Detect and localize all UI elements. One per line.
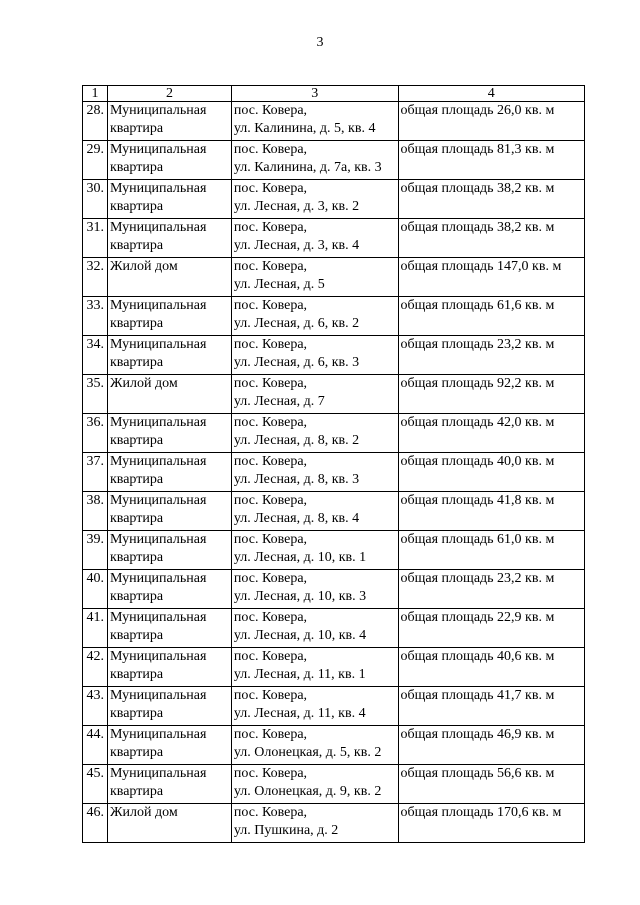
row-number: 46. [83,804,108,843]
row-number: 43. [83,687,108,726]
header-row [83,86,585,102]
object-type: Муниципальная квартира [107,687,231,726]
object-address: пос. Ковера, ул. Пушкина, д. 2 [231,804,398,843]
object-area: общая площадь 61,0 кв. м [398,531,585,570]
row-number: 28. [83,102,108,141]
object-address: пос. Ковера, ул. Лесная, д. 11, кв. 4 [231,687,398,726]
object-address: пос. Ковера, ул. Лесная, д. 5 [231,258,398,297]
row-number: 42. [83,648,108,687]
object-area: общая площадь 41,8 кв. м [398,492,585,531]
row-number: 33. [83,297,108,336]
row-number: 31. [83,219,108,258]
object-type: Муниципальная квартира [107,609,231,648]
header-col-2: 2 [107,86,231,102]
object-address: пос. Ковера, ул. Лесная, д. 11, кв. 1 [231,648,398,687]
object-address: пос. Ковера, ул. Лесная, д. 3, кв. 4 [231,219,398,258]
table-row [83,648,585,687]
table-row [83,180,585,219]
object-type: Муниципальная квартира [107,219,231,258]
table-row [83,375,585,414]
table-row [83,492,585,531]
row-number: 36. [83,414,108,453]
object-type: Муниципальная квартира [107,531,231,570]
table-row [83,297,585,336]
table-body [83,102,585,843]
row-number: 34. [83,336,108,375]
row-number: 41. [83,609,108,648]
table-header [83,86,585,102]
object-type: Муниципальная квартира [107,570,231,609]
object-area: общая площадь 61,6 кв. м [398,297,585,336]
object-address: пос. Ковера, ул. Лесная, д. 7 [231,375,398,414]
object-type: Муниципальная квартира [107,180,231,219]
object-area: общая площадь 26,0 кв. м [398,102,585,141]
object-type: Жилой дом [107,258,231,297]
header-col-3: 3 [231,86,398,102]
object-address: пос. Ковера, ул. Калинина, д. 5, кв. 4 [231,102,398,141]
page-number: 3 [316,35,324,50]
object-type: Муниципальная квартира [107,414,231,453]
table-row [83,765,585,804]
object-type: Муниципальная квартира [107,648,231,687]
object-address: пос. Ковера, ул. Лесная, д. 8, кв. 4 [231,492,398,531]
row-number: 40. [83,570,108,609]
row-number: 30. [83,180,108,219]
table-row [83,687,585,726]
table-row [83,258,585,297]
object-address: пос. Ковера, ул. Лесная, д. 6, кв. 3 [231,336,398,375]
object-area: общая площадь 41,7 кв. м [398,687,585,726]
object-area: общая площадь 46,9 кв. м [398,726,585,765]
object-area: общая площадь 92,2 кв. м [398,375,585,414]
object-type: Муниципальная квартира [107,336,231,375]
table-row [83,219,585,258]
table-row [83,726,585,765]
table-row [83,141,585,180]
table-row [83,804,585,843]
object-type: Муниципальная квартира [107,492,231,531]
object-type: Муниципальная квартира [107,102,231,141]
object-address: пос. Ковера, ул. Олонецкая, д. 9, кв. 2 [231,765,398,804]
object-area: общая площадь 38,2 кв. м [398,219,585,258]
table-row [83,414,585,453]
row-number: 29. [83,141,108,180]
object-type: Жилой дом [107,804,231,843]
object-type: Муниципальная квартира [107,141,231,180]
row-number: 37. [83,453,108,492]
object-address: пос. Ковера, ул. Лесная, д. 8, кв. 2 [231,414,398,453]
object-area: общая площадь 23,2 кв. м [398,570,585,609]
row-number: 45. [83,765,108,804]
object-address: пос. Ковера, ул. Лесная, д. 8, кв. 3 [231,453,398,492]
object-address: пос. Ковера, ул. Олонецкая, д. 5, кв. 2 [231,726,398,765]
object-address: пос. Ковера, ул. Лесная, д. 6, кв. 2 [231,297,398,336]
object-area: общая площадь 40,0 кв. м [398,453,585,492]
header-col-1: 1 [83,86,108,102]
object-address: пос. Ковера, ул. Лесная, д. 10, кв. 4 [231,609,398,648]
table-row [83,336,585,375]
table-row [83,453,585,492]
object-type: Муниципальная квартира [107,726,231,765]
row-number: 32. [83,258,108,297]
object-address: пос. Ковера, ул. Калинина, д. 7а, кв. 3 [231,141,398,180]
row-number: 38. [83,492,108,531]
object-area: общая площадь 40,6 кв. м [398,648,585,687]
object-area: общая площадь 22,9 кв. м [398,609,585,648]
object-type: Муниципальная квартира [107,453,231,492]
row-number: 44. [83,726,108,765]
table-row [83,102,585,141]
object-area: общая площадь 42,0 кв. м [398,414,585,453]
object-area: общая площадь 170,6 кв. м [398,804,585,843]
object-area: общая площадь 23,2 кв. м [398,336,585,375]
object-address: пос. Ковера, ул. Лесная, д. 10, кв. 3 [231,570,398,609]
object-area: общая площадь 147,0 кв. м [398,258,585,297]
property-table [82,85,585,843]
table-row [83,609,585,648]
object-address: пос. Ковера, ул. Лесная, д. 10, кв. 1 [231,531,398,570]
object-type: Муниципальная квартира [107,297,231,336]
object-area: общая площадь 56,6 кв. м [398,765,585,804]
object-type: Муниципальная квартира [107,765,231,804]
object-area: общая площадь 38,2 кв. м [398,180,585,219]
object-area: общая площадь 81,3 кв. м [398,141,585,180]
header-col-4: 4 [398,86,585,102]
row-number: 39. [83,531,108,570]
table-row [83,531,585,570]
object-type: Жилой дом [107,375,231,414]
row-number: 35. [83,375,108,414]
table-row [83,570,585,609]
object-address: пос. Ковера, ул. Лесная, д. 3, кв. 2 [231,180,398,219]
